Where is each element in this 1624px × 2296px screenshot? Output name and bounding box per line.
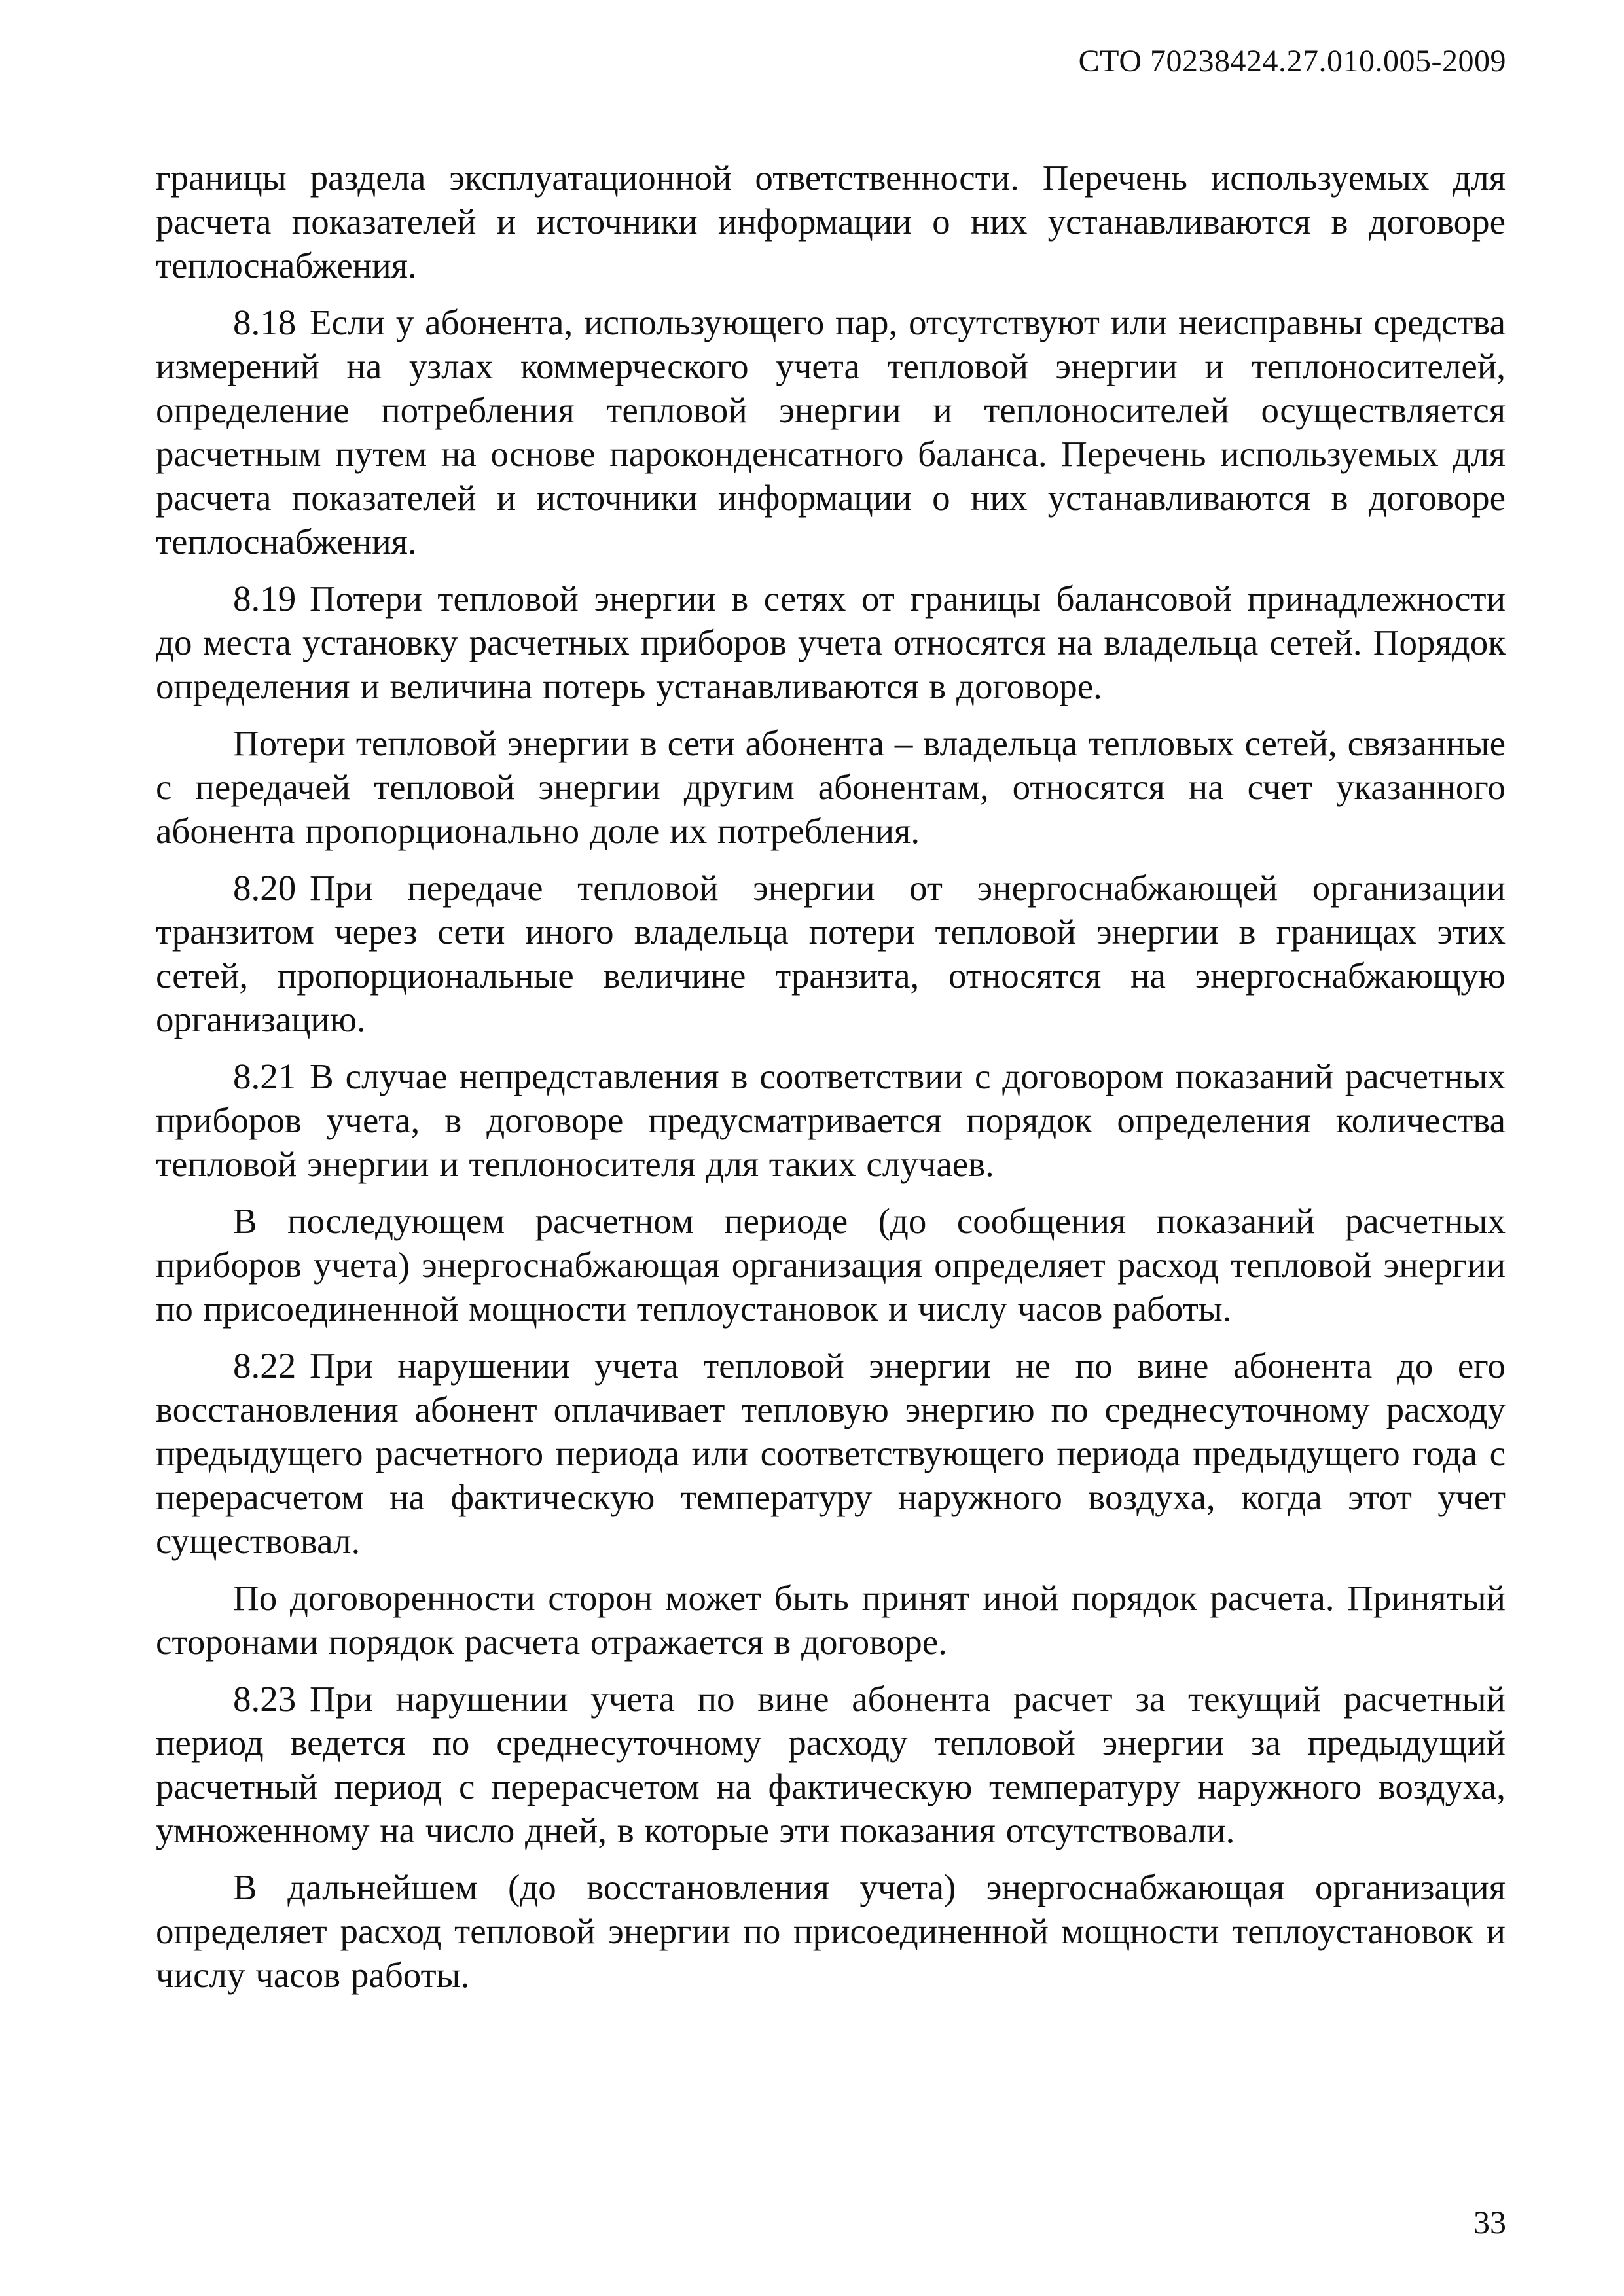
paragraph-8-21 (156, 1054, 1506, 1186)
paragraph-8-20 (156, 866, 1506, 1041)
clause-number: 8.18 (233, 302, 297, 342)
paragraph-text: В случае непредставления в соответствии с договором показаний расчетных приборов учета, в договоре предусматривается порядок определения количества тепловой энергии и теплоносителя для таких случаев. (156, 1056, 1506, 1184)
paragraph-8-19 (156, 577, 1506, 708)
clause-number: 8.20 (233, 868, 297, 908)
paragraph-8-19-cont (156, 721, 1506, 853)
paragraph-8-22-cont (156, 1576, 1506, 1664)
paragraph-text: границы раздела эксплуатационной ответственности. Перечень используемых для расчета показателей и источники информации о них устанавливаются в договоре теплоснабжения. (156, 158, 1506, 285)
document-code-header: СТО 70238424.27.010.005-2009 (1078, 44, 1506, 79)
paragraph-8-22 (156, 1344, 1506, 1563)
paragraph-text: По договоренности сторон может быть принят иной порядок расчета. Принятый сторонами порядок расчета отражается в договоре. (156, 1578, 1506, 1662)
paragraph-text: При нарушении учета тепловой энергии не по вине абонента до его восстановления абонент оплачивает тепловую энергию по среднесуточному расходу предыдущего расчетного периода или соответствующего периода предыдущего года с перерасчетом на фактическую температуру наружного воздуха, когда этот учет существовал. (156, 1346, 1506, 1561)
clause-number: 8.19 (233, 579, 297, 619)
page-number: 33 (1473, 2204, 1506, 2240)
paragraph-8-23-cont (156, 1865, 1506, 1997)
document-body (156, 156, 1506, 2010)
clause-number: 8.22 (233, 1346, 297, 1386)
paragraph-8-23 (156, 1677, 1506, 1852)
paragraph-text: Потери тепловой энергии в сети абонента – владельца тепловых сетей, связанные с передачей тепловой энергии другим абонентам, относятся на счет указанного абонента пропорционально доле их потребления. (156, 723, 1506, 851)
paragraph-text: Потери тепловой энергии в сетях от границы балансовой принадлежности до места установку расчетных приборов учета относятся на владельца сетей. Порядок определения и величина потерь устанавливаются в договоре. (156, 579, 1506, 706)
paragraph-continuation (156, 156, 1506, 287)
paragraph-8-21-cont (156, 1199, 1506, 1331)
paragraph-8-18 (156, 300, 1506, 564)
paragraph-text: Если у абонента, использующего пар, отсутствуют или неисправны средства измерений на узлах коммерческого учета тепловой энергии и теплоносителей, определение потребления тепловой энергии и теплоносителей осуществляется расчетным путем на основе пароконденсатного баланса. Перечень используемых для расчета показателей и источники информации о них устанавливаются в договоре теплоснабжения. (156, 302, 1506, 562)
paragraph-text: В дальнейшем (до восстановления учета) энергоснабжающая организация определяет расход тепловой энергии по присоединенной мощности теплоустановок и числу часов работы. (156, 1867, 1506, 1995)
paragraph-text: В последующем расчетном периоде (до сообщения показаний расчетных приборов учета) энергоснабжающая организация определяет расход тепловой энергии по присоединенной мощности теплоустановок и числу часов работы. (156, 1201, 1506, 1329)
paragraph-text: При передаче тепловой энергии от энергоснабжающей организации транзитом через сети иного владельца потери тепловой энергии в границах этих сетей, пропорциональные величине транзита, относятся на энергоснабжающую организацию. (156, 868, 1506, 1039)
paragraph-text: При нарушении учета по вине абонента расчет за текущий расчетный период ведется по среднесуточному расходу тепловой энергии за предыдущий расчетный период с перерасчетом на фактическую температуру наружного воздуха, умноженному на число дней, в которые эти показания отсутствовали. (156, 1679, 1506, 1850)
clause-number: 8.21 (233, 1056, 297, 1096)
clause-number: 8.23 (233, 1679, 297, 1719)
